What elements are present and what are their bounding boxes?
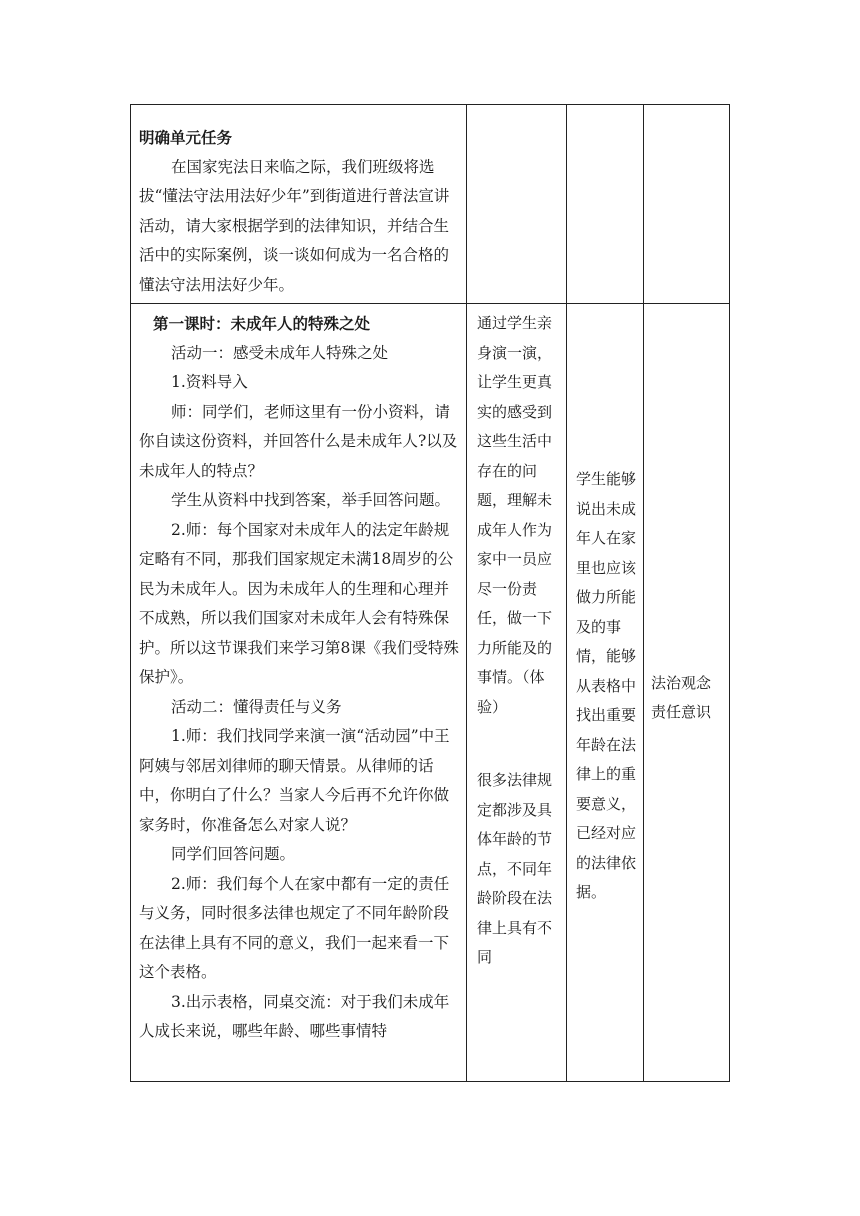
paragraph: 2.师：每个国家对未成年人的法定年龄规定略有不同，那我们国家规定未满18周岁的公民为未成年人。因为未成年人的生理和心理并不成熟，所以我们国家对未成年人会有特殊保护。所以这节课我们来学习第8课《我们受特殊保护》。 [139,520,459,686]
core-literacy-cell [651,669,731,727]
learning-outcome-cell [576,465,636,908]
paragraph: 同学们回答问题。 [171,845,296,863]
lesson-content-cell [139,309,461,1047]
column-divider [643,105,644,1081]
literacy-item: 责任意识 [651,703,712,721]
unit-task-text: 在国家宪法日来临之际，我们班级将选拔“懂法守法用法好少年”到街道进行普法宣讲活动，请大家根据学到的法律知识，并结合生活中的实际案例，谈一谈如何成为一名合格的懂法守法用法好少年。 [139,157,450,294]
column-divider [466,105,467,1081]
design-intent-text-b: 很多法律规定都涉及具体年龄的节点，不同年龄阶段在法律上具有不同 [477,771,553,966]
activity-two-heading: 活动二：懂得责任与义务 [171,697,342,716]
unit-task-cell [139,123,461,300]
unit-task-heading: 明确单元任务 [139,128,233,147]
paragraph: 师：同学们，老师这里有一份小资料，请你自读这份资料，并回答什么是未成年人?以及未成年人的特点？ [139,402,458,480]
paragraph: 2.师：我们每个人在家中都有一定的责任与义务，同时很多法律也规定了不同年龄阶段在法律上具有不同的意义，我们一起来看一下这个表格。 [139,874,450,981]
paragraph: 1.资料导入 [171,373,248,391]
activity-one-heading: 活动一：感受未成年人特殊之处 [171,343,389,362]
literacy-item: 法治观念 [651,674,712,692]
design-intent-text-a: 通过学生亲身演一演，让学生更真实的感受到这些生活中存在的问题，理解未成年人作为家中一员应尽一份责任，做一下力所能及的事情。（体验） [477,314,553,716]
learning-outcome-text: 学生能够说出未成年人在家里也应该做力所能及的事情，能够从表格中找出重要年龄在法律上的重要意义，已经对应的法律依据。 [576,470,637,901]
lesson-plan-table [130,104,730,1082]
paragraph: 1.师：我们找同学来演一演“活动园”中王阿姨与邻居刘律师的聊天情景。从律师的话中，你明白了什么？当家人今后再不允许你做家务时，你准备怎么对家人说？ [139,727,450,834]
row-divider [131,303,729,304]
paragraph: 3.出示表格，同桌交流：对于我们未成年人成长来说，哪些年龄、哪些事情特 [139,992,450,1040]
design-intent-cell [477,309,555,973]
lesson-title: 第一课时：未成年人的特殊之处 [153,314,371,333]
column-divider [566,105,567,1081]
paragraph: 学生从资料中找到答案，举手回答问题。 [171,491,451,509]
